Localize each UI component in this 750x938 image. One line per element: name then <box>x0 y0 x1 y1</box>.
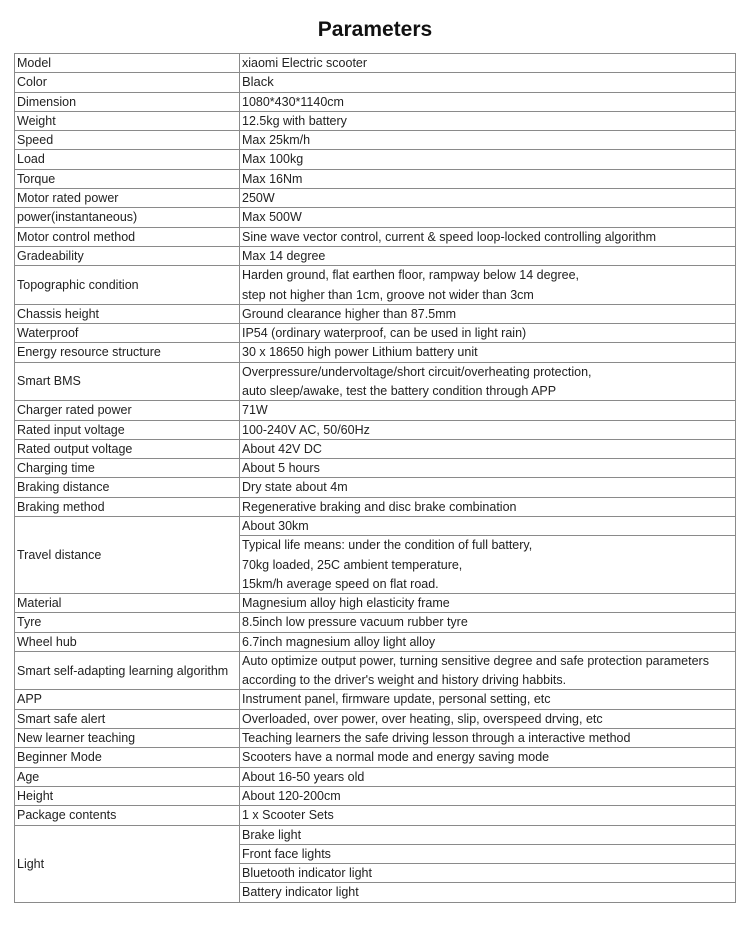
param-value: Max 100kg <box>240 150 736 169</box>
table-row <box>15 420 736 439</box>
param-value-line: step not higher than 1cm, groove not wider than 3cm <box>242 287 534 302</box>
param-value-line: Harden ground, flat earthen floor, rampway below 14 degree, <box>242 268 580 283</box>
param-value: Teaching learners the safe driving lesson through a interactive method <box>240 729 736 748</box>
param-name: Charging time <box>15 459 240 478</box>
param-value: 6.7inch magnesium alloy light alloy <box>240 632 736 651</box>
param-value: 1 x Scooter Sets <box>240 806 736 825</box>
param-value: 12.5kg with battery <box>240 111 736 130</box>
table-row <box>15 54 736 73</box>
param-name: Smart self-adapting learning algorithm <box>15 651 240 690</box>
table-row <box>15 343 736 362</box>
table-row <box>15 459 736 478</box>
param-name: Age <box>15 767 240 786</box>
param-name: Weight <box>15 111 240 130</box>
light-item: Bluetooth indicator light <box>240 864 736 883</box>
param-value: IP54 (ordinary waterproof, can be used in light rain) <box>240 324 736 343</box>
param-name: Beginner Mode <box>15 748 240 767</box>
param-value <box>240 517 736 536</box>
table-row <box>15 651 736 690</box>
table-row <box>15 227 736 246</box>
table-row <box>15 517 736 536</box>
param-name: Braking method <box>15 497 240 516</box>
param-value-line: About 30km <box>242 519 309 533</box>
param-name: Speed <box>15 131 240 150</box>
param-value-line: 70kg loaded, 25C ambient temperature, <box>242 557 463 572</box>
table-row <box>15 786 736 805</box>
param-name: Rated input voltage <box>15 420 240 439</box>
param-value: Instrument panel, firmware update, personal setting, etc <box>240 690 736 709</box>
table-row <box>15 690 736 709</box>
param-name: Package contents <box>15 806 240 825</box>
param-value: 1080*430*1140cm <box>240 92 736 111</box>
param-name: Smart BMS <box>15 362 240 401</box>
table-row <box>15 266 736 305</box>
table-row <box>15 806 736 825</box>
param-value: Regenerative braking and disc brake combination <box>240 497 736 516</box>
param-value-line: according to the driver's weight and history driving habbits. <box>242 673 567 688</box>
table-row <box>15 439 736 458</box>
param-name: Material <box>15 594 240 613</box>
param-name: Tyre <box>15 613 240 632</box>
table-row <box>15 729 736 748</box>
param-value: xiaomi Electric scooter <box>240 54 736 73</box>
table-row <box>15 613 736 632</box>
param-name: Load <box>15 150 240 169</box>
param-name: Model <box>15 54 240 73</box>
param-value: Sine wave vector control, current & speed loop-locked controlling algorithm <box>240 227 736 246</box>
param-value-line: 15km/h average speed on flat road. <box>242 576 439 591</box>
param-name: Braking distance <box>15 478 240 497</box>
table-row <box>15 111 736 130</box>
param-value-detail <box>240 536 736 594</box>
table-row <box>15 632 736 651</box>
param-name: Torque <box>15 169 240 188</box>
param-name: Gradeability <box>15 246 240 265</box>
light-item: Brake light <box>240 825 736 844</box>
param-name: Rated output voltage <box>15 439 240 458</box>
table-row <box>15 478 736 497</box>
param-name: New learner teaching <box>15 729 240 748</box>
param-value: Black <box>240 73 736 92</box>
param-name: Motor control method <box>15 227 240 246</box>
table-row <box>15 246 736 265</box>
param-value: Dry state about 4m <box>240 478 736 497</box>
param-value: Magnesium alloy high elasticity frame <box>240 594 736 613</box>
param-value <box>240 266 736 305</box>
param-name: Charger rated power <box>15 401 240 420</box>
table-row <box>15 304 736 323</box>
param-value: Max 500W <box>240 208 736 227</box>
table-row <box>15 362 736 401</box>
param-value: Max 14 degree <box>240 246 736 265</box>
param-name: power(instantaneous) <box>15 208 240 227</box>
param-value: About 42V DC <box>240 439 736 458</box>
parameters-table-body <box>15 54 736 903</box>
param-value: Max 25km/h <box>240 131 736 150</box>
param-value <box>240 362 736 401</box>
param-value: 250W <box>240 189 736 208</box>
table-row <box>15 825 736 844</box>
param-name: Smart safe alert <box>15 709 240 728</box>
table-row <box>15 189 736 208</box>
param-name: Travel distance <box>15 517 240 594</box>
table-row <box>15 767 736 786</box>
param-name: Chassis height <box>15 304 240 323</box>
table-row <box>15 92 736 111</box>
param-value: 8.5inch low pressure vacuum rubber tyre <box>240 613 736 632</box>
page-title: Parameters <box>317 18 433 41</box>
param-value: Overloaded, over power, over heating, slip, overspeed drving, etc <box>240 709 736 728</box>
param-name: Waterproof <box>15 324 240 343</box>
param-name: Color <box>15 73 240 92</box>
param-value-line: auto sleep/awake, test the battery condition through APP <box>242 383 557 398</box>
param-value-line: Typical life means: under the condition of full battery, <box>242 538 533 553</box>
table-row <box>15 709 736 728</box>
light-item: Battery indicator light <box>240 883 736 902</box>
table-row <box>15 748 736 767</box>
table-row <box>15 208 736 227</box>
param-value-line: Overpressure/undervoltage/short circuit/overheating protection, <box>242 364 592 379</box>
table-row <box>15 401 736 420</box>
param-name: APP <box>15 690 240 709</box>
table-row <box>15 594 736 613</box>
param-value: Max 16Nm <box>240 169 736 188</box>
table-row <box>15 497 736 516</box>
param-name: Wheel hub <box>15 632 240 651</box>
param-value: About 16-50 years old <box>240 767 736 786</box>
table-row <box>15 150 736 169</box>
param-name: Energy resource structure <box>15 343 240 362</box>
param-name: Motor rated power <box>15 189 240 208</box>
table-row <box>15 131 736 150</box>
param-value: 71W <box>240 401 736 420</box>
param-name: Topographic condition <box>15 266 240 305</box>
param-name: Light <box>15 825 240 902</box>
param-value: Ground clearance higher than 87.5mm <box>240 304 736 323</box>
param-value: Scooters have a normal mode and energy saving mode <box>240 748 736 767</box>
table-row <box>15 324 736 343</box>
light-item: Front face lights <box>240 844 736 863</box>
table-row <box>15 73 736 92</box>
param-value: 100-240V AC, 50/60Hz <box>240 420 736 439</box>
param-value-line: Auto optimize output power, turning sensitive degree and safe protection parameters <box>242 653 709 668</box>
param-value: About 120-200cm <box>240 786 736 805</box>
param-value: 30 x 18650 high power Lithium battery unit <box>240 343 736 362</box>
param-name: Dimension <box>15 92 240 111</box>
table-row <box>15 169 736 188</box>
param-value <box>240 651 736 690</box>
parameters-table <box>14 53 736 903</box>
param-value: About 5 hours <box>240 459 736 478</box>
param-name: Height <box>15 786 240 805</box>
